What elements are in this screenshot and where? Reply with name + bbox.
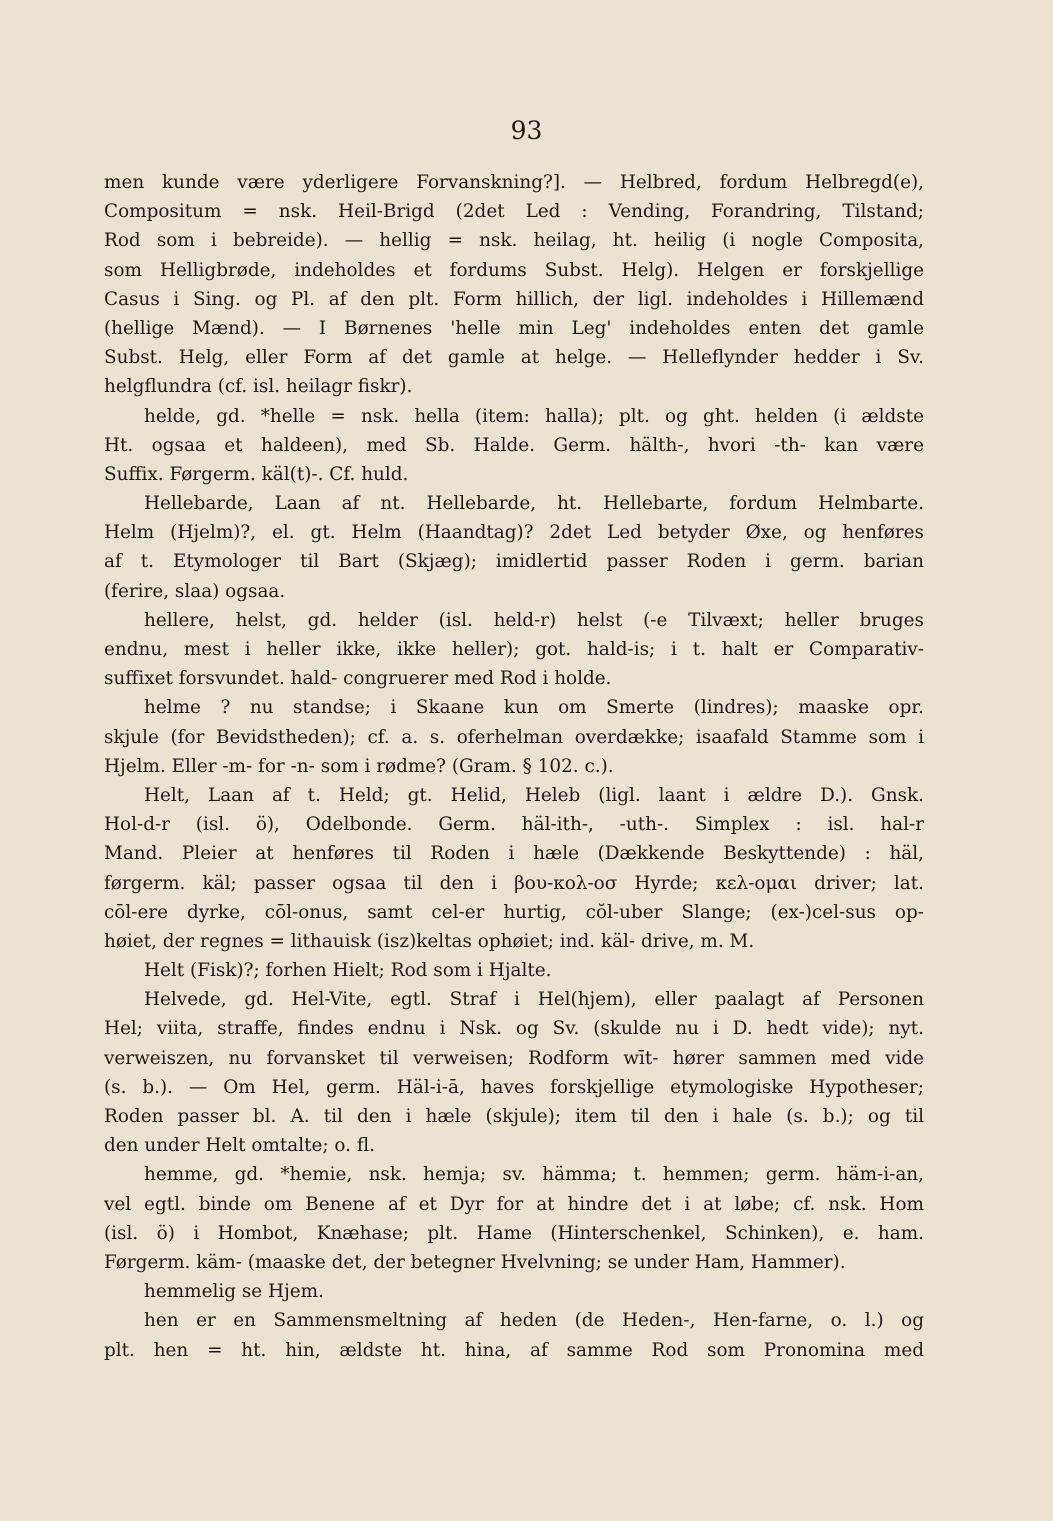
text-line: høiet, der regnes = lithauisk (isz)keltas ophøiet; ind. käl- drive, m. M. [104, 930, 755, 952]
text-line: Hellebarde, Laan af nt. Hellebarde, ht. Hellebarte, fordum Helmbarte. [144, 493, 924, 515]
text-line: Førgerm. käm- (maaske det, der betegner Hvelvning; se under Ham, Hammer). [104, 1251, 846, 1273]
text-line: som Helligbrøde, indeholdes et fordums Subst. Helg). Helgen er forskjellige [104, 259, 924, 281]
text-line: hen er en Sammensmeltning af heden (de Heden-, Hen-farne, o. l.) og [144, 1310, 924, 1332]
text-line: den under Helt omtalte; o. fl. [104, 1135, 375, 1157]
text-line: (isl. ö) i Hombot, Knæhase; plt. Hame (Hinterschenkel, Schinken), e. ham. [104, 1222, 924, 1244]
text-line: (s. b.). — Om Hel, germ. Häl-i-ā, haves forskjellige etymologiske Hypotheser; [104, 1076, 924, 1098]
text-line: Mand. Pleier at henføres til Roden i hæle (Dækkende Beskyttende) : häl, [104, 843, 924, 865]
text-line: (hellige Mænd). — I Børnenes 'helle min Leg' indeholdes enten det gamle [104, 317, 924, 339]
text-line: Hjelm. Eller -m- for -n- som i rødme? (Gram. § 102. c.). [104, 755, 614, 777]
text-line: Rod som i bebreide). — hellig = nsk. heilag, ht. heilig (i nogle Composita, [104, 230, 924, 252]
text-line: Suffix. Førgerm. käl(t)-. Cf. huld. [104, 463, 409, 485]
text-line: Hol-d-r (isl. ö), Odelbonde. Germ. häl-ith-, -uth-. Simplex : isl. hal-r [104, 814, 924, 836]
text-line: helgflundra (cf. isl. heilagr fiskr). [104, 376, 413, 398]
text-line: suffixet forsvundet. hald- congruerer med Rod i holde. [104, 668, 612, 690]
text-block [104, 168, 924, 1365]
text-line: helde, gd. *helle = nsk. hella (item: halla); plt. og ght. helden (i ældste [144, 405, 924, 427]
text-line: førgerm. käl; passer ogsaa til den i βου-κολ-οσ Hyrde; κελ-ομαι driver; lat. [104, 872, 924, 894]
text-line: Helm (Hjelm)?, el. gt. Helm (Haandtag)? 2det Led betyder Øxe, og henføres [104, 522, 924, 544]
text-line: endnu, mest i heller ikke, ikke heller); got. hald-is; i t. halt er Comparativ- [104, 639, 924, 660]
text-line: Roden passer bl. A. til den i hæle (skjule); item til den i hale (s. b.); og til [104, 1106, 924, 1127]
text-line: Ht. ogsaa et haldeen), med Sb. Halde. Germ. hälth-, hvori -th- kan være [104, 434, 924, 456]
text-line: Subst. Helg, eller Form af det gamle at helge. — Helleflynder hedder i Sv. [104, 347, 924, 369]
text-line: hemmelig se Hjem. [144, 1281, 324, 1303]
text-line: Hel; viita, straffe, findes endnu i Nsk. og Sv. (skulde nu i D. hedt vide); nyt. [104, 1018, 924, 1040]
text-line: skjule (for Bevidstheden); cf. a. s. oferhelman overdække; isaafald Stamme som i [104, 726, 924, 748]
text-line: verweiszen, nu forvansket til verweisen; Rodform wīt- hører sammen med vide [104, 1047, 924, 1069]
text-line: hemme, gd. *hemie, nsk. hemja; sv. hämma; t. hemmen; germ. häm-i-an, [144, 1164, 924, 1186]
text-line: Helt (Fisk)?; forhen Hielt; Rod som i Hjalte. [144, 960, 552, 982]
text-line: plt. hen = ht. hin, ældste ht. hina, af samme Rod som Pronomina med [104, 1339, 924, 1361]
text-line: cōl-ere dyrke, cōl-onus, samt cel-er hurtig, cŏl-uber Slange; (ex-)cel-sus op- [104, 901, 924, 923]
text-line: Helvede, gd. Hel-Vite, egtl. Straf i Hel(hjem), eller paalagt af Personen [144, 989, 924, 1011]
text-line: vel egtl. binde om Benene af et Dyr for at hindre det i at løbe; cf. nsk. Hom [104, 1193, 924, 1215]
text-line: Casus i Sing. og Pl. af den plt. Form hillich, der ligl. indeholdes i Hillemænd [104, 288, 924, 310]
text-line: helme ? nu standse; i Skaane kun om Smerte (lindres); maaske opr. [144, 697, 924, 719]
page-number: 93 [510, 116, 543, 145]
text-line: hellere, helst, gd. helder (isl. held-r) helst (-e Tilvæxt; heller bruges [144, 609, 924, 631]
text-line: Compositum = nsk. Heil-Brigd (2det Led : Vending, Forandring, Tilstand; [104, 201, 924, 223]
text-line: (ferire, slaa) ogsaa. [104, 580, 286, 602]
text-line: af t. Etymologer til Bart (Skjæg); imidlertid passer Roden i germ. barian [104, 551, 924, 573]
text-line: Helt, Laan af t. Held; gt. Helid, Heleb (ligl. laant i ældre D.). Gnsk. [144, 784, 924, 806]
text-line: men kunde være yderligere Forvanskning?]. — Helbred, fordum Helbregd(e), [104, 172, 924, 193]
